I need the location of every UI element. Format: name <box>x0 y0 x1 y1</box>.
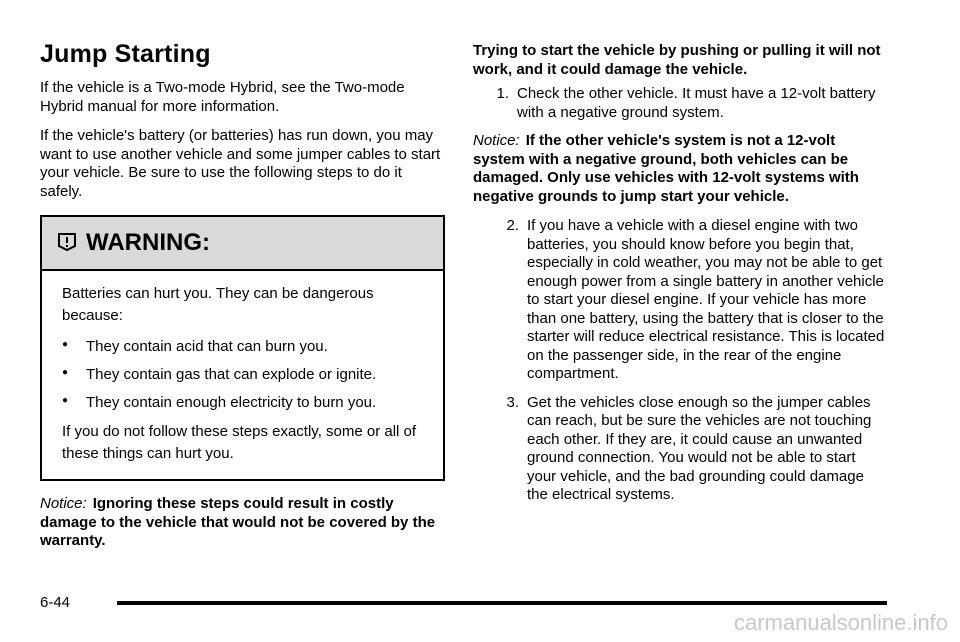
warning-title: WARNING: <box>86 229 210 256</box>
warning-bullet-text: They contain acid that can burn you. <box>86 338 328 355</box>
bullet-icon: ● <box>62 339 69 350</box>
step-number: 1. <box>496 85 509 102</box>
left-column <box>40 40 445 562</box>
right-column <box>473 42 888 515</box>
bullet-icon: ● <box>62 395 69 406</box>
step-item <box>473 217 888 384</box>
warning-icon <box>56 230 78 257</box>
warning-bullet-text: They contain enough electricity to burn you. <box>86 394 377 411</box>
warning-intro: Batteries can hurt you. They can be dangerous because: <box>62 285 374 324</box>
notice-label: Notice: <box>473 132 520 149</box>
notice-text: Ignoring these steps could result in costly damage to the vehicle that would not be covered by the warranty. <box>40 495 436 549</box>
step-text: If you have a vehicle with a diesel engine with two batteries, you should know before you begin that, especially in cold weather, you may not be able to get enough power from a single battery in another vehicle to start your diesel engine. If your vehicle has more than one battery, using the battery that is closer to the starter will reduce electrical resistance. This is located on the passenger side, in the rear of the engine compartment. <box>527 217 885 382</box>
step-number: 2. <box>506 217 519 234</box>
warning-bullet-text: They contain gas that can explode or ignite. <box>86 366 377 383</box>
intro-paragraph-battery: If the vehicle's battery (or batteries) has run down, you may want to use another vehicle and some jumper cables to start your vehicle. Be sure to use the following steps to do it safely. <box>40 127 441 200</box>
notice-12-volt <box>473 132 888 206</box>
warning-bullet <box>62 393 423 413</box>
step-item <box>473 85 888 122</box>
warning-header <box>42 217 443 271</box>
notice-label: Notice: <box>40 495 87 512</box>
notice-text: If the other vehicle's system is not a 12-volt system with a negative ground, both vehicles can be damaged. Only use vehicles with 12-volt systems with negative grounds to jump start your vehicle. <box>473 132 859 205</box>
right-intro: Trying to start the vehicle by pushing or pulling it will not work, and it could damage the vehicle. <box>473 42 881 78</box>
step-text: Check the other vehicle. It must have a 12-volt battery with a negative ground system. <box>517 85 876 121</box>
warning-closing: If you do not follow these steps exactly, some or all of these things can hurt you. <box>62 423 417 462</box>
warning-body <box>42 271 443 479</box>
warning-box <box>40 215 445 481</box>
watermark: carmanualsonline.info <box>733 610 948 635</box>
step-text: Get the vehicles close enough so the jumper cables can reach, but be sure the vehicles are not touching each other. If they are, it could cause an unwanted ground connection. You would not be able to start your vehicle, and the bad grounding could damage the electrical systems. <box>527 393 872 503</box>
intro-paragraph-hybrid: If the vehicle is a Two-mode Hybrid, see the Two-mode Hybrid manual for more information. <box>40 79 405 115</box>
notice-warranty <box>40 495 445 551</box>
warning-bullet <box>62 337 423 357</box>
step-number: 3. <box>506 393 519 411</box>
footer-rule <box>117 601 887 605</box>
section-title: Jump Starting <box>40 40 211 68</box>
warning-bullet <box>62 365 423 385</box>
step-item <box>473 394 888 505</box>
bullet-icon: ● <box>62 367 69 378</box>
page-number: 6-44 <box>40 594 71 611</box>
